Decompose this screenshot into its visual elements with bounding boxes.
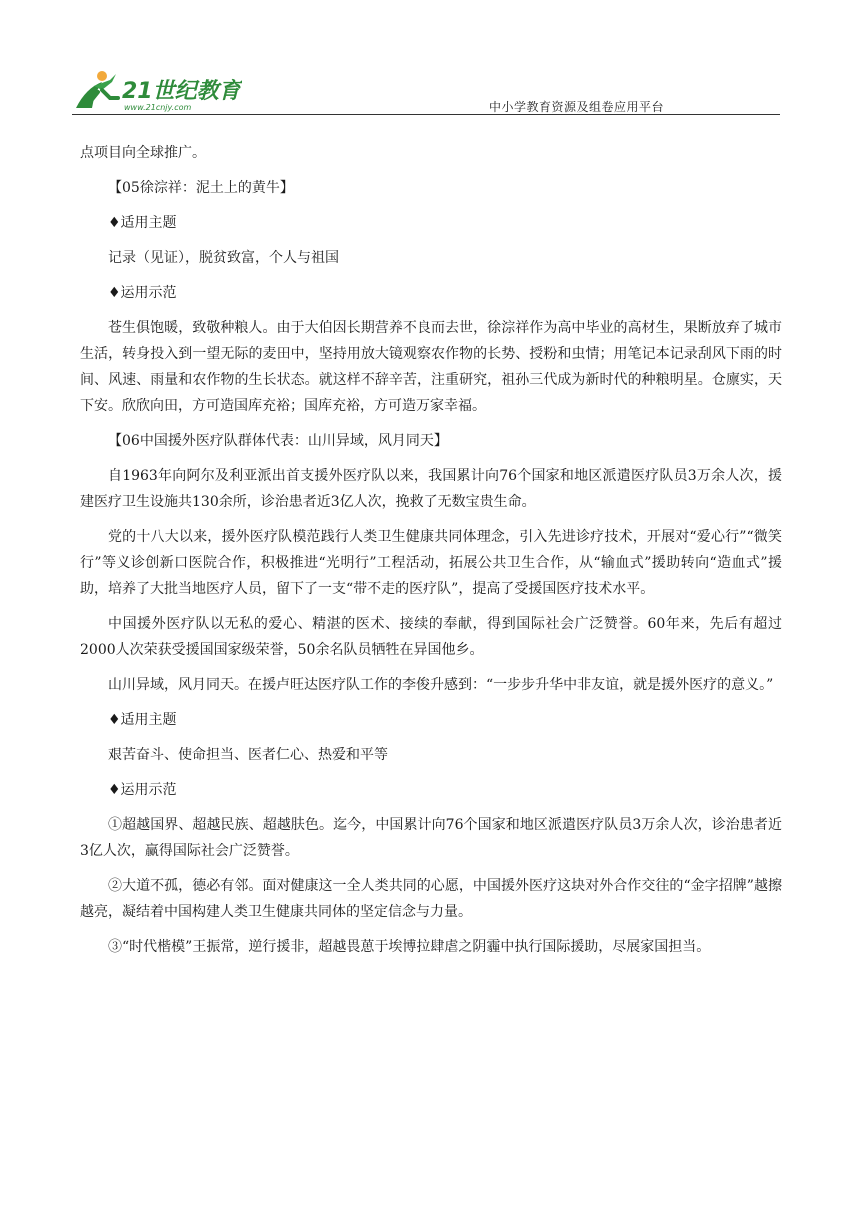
paragraph: 苍生俱饱暖，致敬种粮人。由于大伯因长期营养不良而去世，徐淙祥作为高中毕业的高材生，果断放弃了城市生活，转身投入到一望无际的麦田中，坚持用放大镜观察农作物的长势、授粉和虫情；用笔记本记录刮风下雨的时间、风速、雨量和农作物的生长状态。就这样不辞辛苦，注重研究，祖孙三代成为新时代的种粮明星。仓廪实，天下安。欣欣向田，方可造国库充裕；国库充裕，方可造万家幸福。	[80, 320, 782, 414]
section-heading: 【06中国援外医疗队群体代表：山川异域，风月同天】	[108, 433, 448, 449]
header-divider	[72, 114, 780, 115]
page-header	[72, 68, 780, 116]
subheading: ♦适用主题	[108, 215, 177, 231]
paragraph: ②大道不孤，德必有邻。面对健康这一全人类共同的心愿，中国援外医疗这块对外合作交往的“金字招牌”越擦越亮，凝结着中国构建人类卫生健康共同体的坚定信念与力量。	[80, 878, 782, 920]
logo-url-text: www.21cnjy.com	[124, 103, 192, 112]
paragraph: ①超越国界、超越民族、超越肤色。迄今，中国累计向76个国家和地区派遣医疗队员3万余人次，诊治患者近3亿人次，赢得国际社会广泛赞誉。	[80, 817, 782, 859]
paragraph: 记录（见证），脱贫致富，个人与祖国	[108, 250, 339, 266]
subheading: ♦运用示范	[108, 285, 177, 301]
paragraph: 中国援外医疗队以无私的爱心、精湛的医术、接续的奉献，得到国际社会广泛赞誉。60年来，先后有超过2000人次荣获受援国国家级荣誉，50余名队员牺牲在异国他乡。	[80, 616, 782, 658]
paragraph: ③“时代楷模”王振常，逆行援非，超越畏葸于埃博拉肆虐之阴霾中执行国际援助，尽展家国担当。	[108, 939, 711, 955]
paragraph: 党的十八大以来，援外医疗队模范践行人类卫生健康共同体理念，引入先进诊疗技术，开展对“爱心行”“微笑行”等义诊创新口医院合作，积极推进“光明行”工程活动，拓展公共卫生合作，从“输血式”援助转向“造血式”援助，培养了大批当地医疗人员，留下了一支“带不走的医疗队”，提高了受援国医疗技术水平。	[80, 529, 782, 597]
paragraph: 艰苦奋斗、使命担当、医者仁心、热爱和平等	[108, 747, 388, 763]
paragraph: 山川异域，风月同天。在援卢旺达医疗队工作的李俊升感到：“一步步升华中非友谊，就是援外医疗的意义。”	[108, 677, 774, 693]
subheading: ♦适用主题	[108, 712, 177, 728]
paragraph: 自1963年向阿尔及利亚派出首支援外医疗队以来，我国累计向76个国家和地区派遣医疗队员3万余人次，援建医疗卫生设施共130余所，诊治患者近3亿人次，挽救了无数宝贵生命。	[80, 468, 782, 510]
logo-runner-icon	[72, 68, 242, 114]
document-body	[80, 140, 782, 969]
platform-label: 中小学教育资源及组卷应用平台	[488, 100, 664, 114]
paragraph: 点项目向全球推广。	[80, 145, 206, 161]
logo	[72, 68, 242, 114]
subheading: ♦运用示范	[108, 782, 177, 798]
section-heading: 【05徐淙祥：泥土上的黄牛】	[108, 180, 294, 196]
logo-text: 21世纪教育	[122, 79, 241, 104]
